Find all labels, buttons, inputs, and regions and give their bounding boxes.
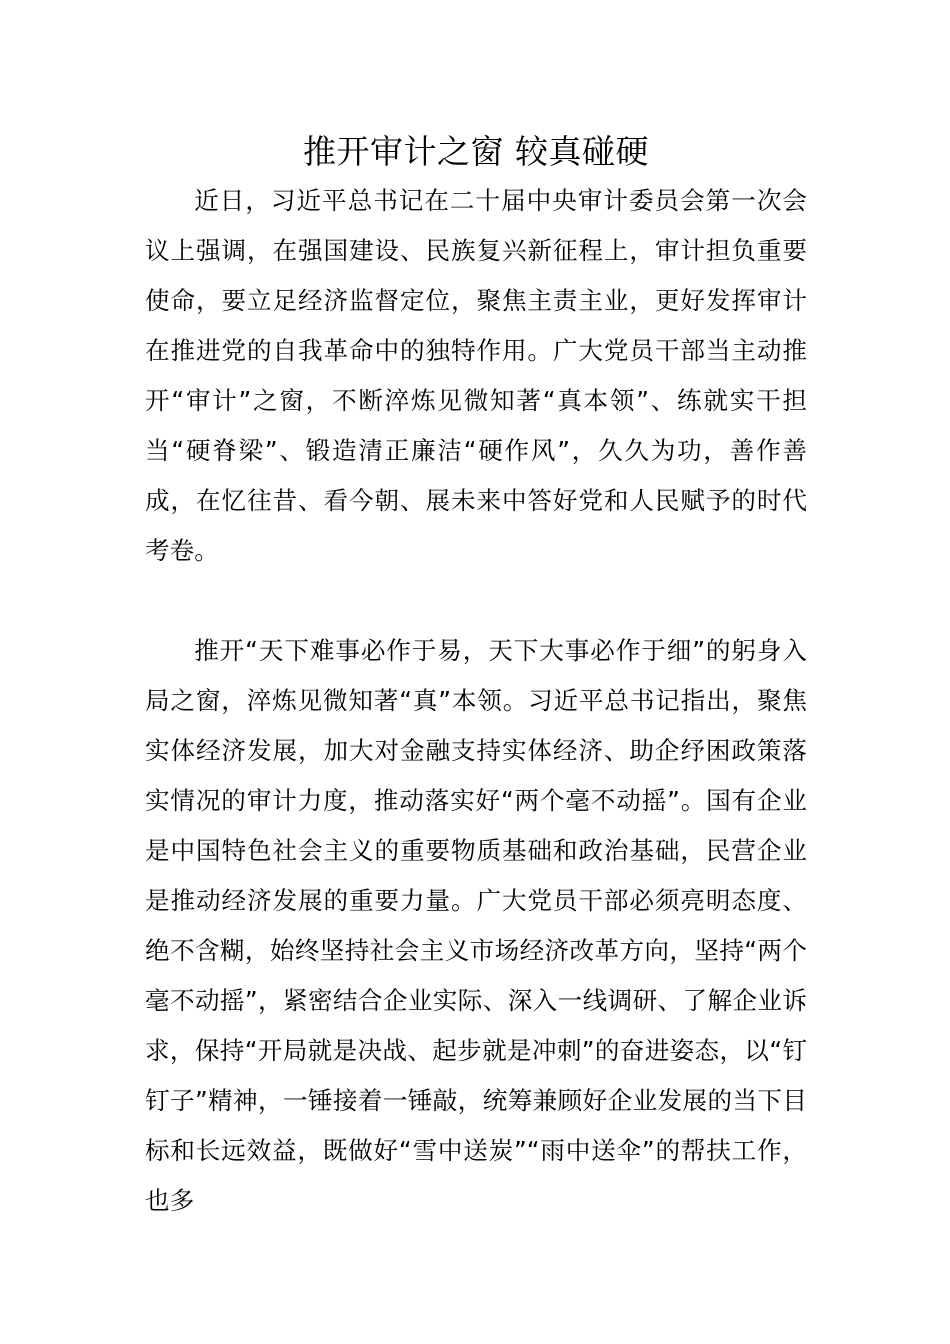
paragraph-2: 推开“天下难事必作于易，天下大事必作于细”的躬身入局之窗，淬炼见微知著“真”本领。习近平总书记指出，聚焦实体经济发展，加大对金融支持实体经济、助企纾困政策落实情况的审计力度，推动落实好“两个毫不动摇”。国有企业是中国特色社会主义的重要物质基础和政治基础，民营企业是推动经济发展的重要力量。广大党员干部必须亮明态度、绝不含糊，始终坚持社会主义市场经济改革方向，坚持“两个毫不动摇”，紧密结合企业实际、深入一线调研、了解企业诉求，保持“开局就是决战、起步就是冲刺”的奋进姿态，以“钉钉子”精神，一锤接着一锤敲，统筹兼顾好企业发展的当下目标和长远效益，既做好“雪中送炭”“雨中送伞”的帮扶工作，也多 [145, 636, 807, 1215]
document-title: 推开审计之窗 较真碰硬 [303, 132, 649, 171]
document-page [145, 128, 807, 1226]
paragraph-1: 近日，习近平总书记在二十届中央审计委员会第一次会议上强调，在强国建设、民族复兴新征程上，审计担负重要使命，要立足经济监督定位，聚焦主责主业，更好发挥审计在推进党的自我革命中的独特作用。广大党员干部当主动推开“审计”之窗，不断淬炼见微知著“真本领”、练就实干担当“硬脊梁”、锻造清正廉洁“硬作风”，久久为功，善作善成，在忆往昔、看今朝、展未来中答好党和人民赋予的时代考卷。 [145, 186, 807, 565]
paragraph-spacer [145, 576, 807, 626]
